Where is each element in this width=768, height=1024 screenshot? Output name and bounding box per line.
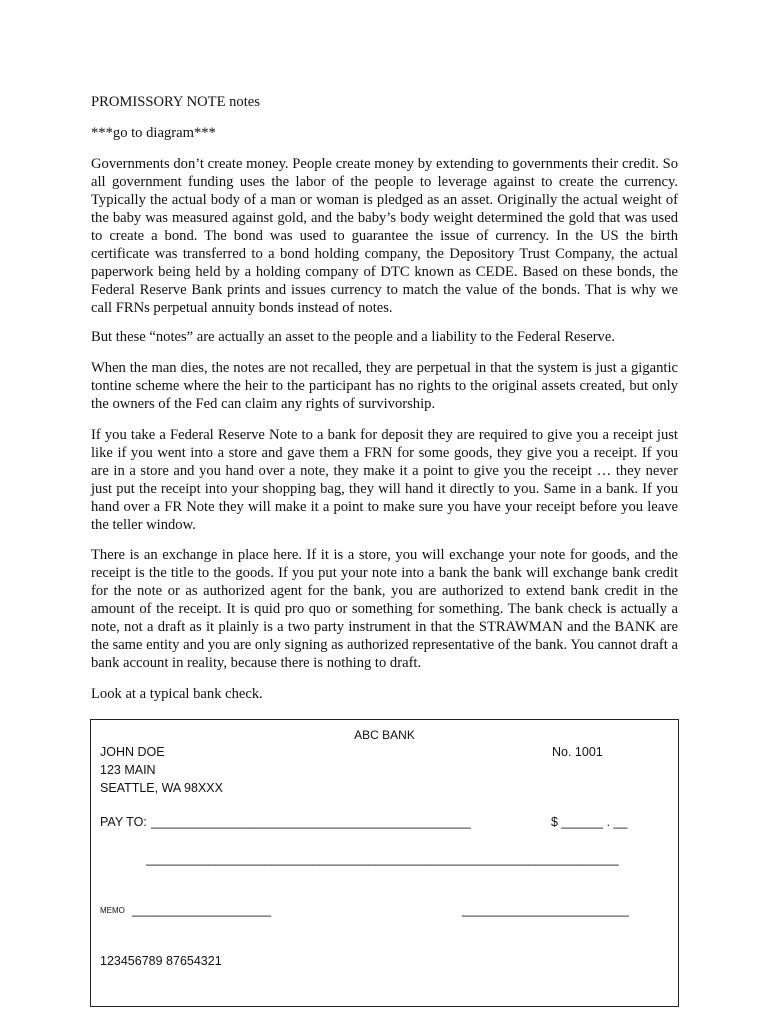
check-pay-to-label: PAY TO: [100,815,147,829]
check-pay-to-line: ______________________________________________ [151,815,471,829]
check-number: No. 1001 [552,745,603,759]
document-title: PROMISSORY NOTE notes [91,94,260,110]
paragraph-notes-asset: But these “notes” are actually an asset to the people and a liability to the Federal Reserve. [91,329,615,345]
paragraph-man-dies: When the man dies, the notes are not recalled, they are perpetual in that the system is just a gigantic tontine scheme where the heir to the participant has no rights to the original assets created, but only the owners of the Fed can claim any rights of survivorship. [91,360,678,412]
check-amount-field: $ ______ . __ [551,815,628,829]
paragraph-money-creation: Governments don’t create money. People create money by extending to governments their credit. So all government funding uses the labor of the people to leverage against to create the currency. Typically the actual body of a man or woman is pledged as an asset. Originally the actual weight of the baby was measured against gold, and the baby’s body weight determined the gold that was used to create a bond. The bond was used to guarantee the issue of currency. In the US the birth certificate was transferred to a bond holding company, the Depository Trust Company, the actual paperwork being held by a holding company of DTC known as CEDE. Based on these bonds, the Federal Reserve Bank prints and issues currency to match the value of the bonds. That is why we call FRNs perpetual annuity bonds instead of notes. [91,156,678,316]
check-amount-words-line: ____________________________________________________________________ [146,852,619,866]
paragraph-look-at-check: Look at a typical bank check. [91,686,263,702]
paragraph-exchange: There is an exchange in place here. If it is a store, you will exchange your note for goods, and the receipt is the title to the goods. If you put your note into a bank the bank will exchange bank credit for the note or as authorized agent for the bank, you are authorized to extend bank credit in the amount of the receipt. It is quid pro quo or something for something. The bank check is actually a note, not a draft as it plainly is a two party instrument in that the STRAWMAN and the BANK are the same entity and you are only signing as authorized representative of the bank. You cannot draft a bank account in reality, because there is nothing to draft. [91,547,678,671]
check-payer-city: SEATTLE, WA 98XXX [100,781,223,795]
check-signature-line: ________________________ [462,903,629,917]
check-memo-line: ____________________ [132,903,272,917]
diagram-note: ***go to diagram*** [91,125,216,141]
check-memo-label: MEMO [100,906,125,915]
paragraph-receipt: If you take a Federal Reserve Note to a bank for deposit they are required to give you a receipt just like if you went into a store and gave them a FRN for some goods, they give you a receipt. If you are in a store and you hand over a note, they make it a point to give you the receipt … they never just put the receipt into your shopping bag, they will hand it directly to you. Same in a bank. If you hand over a FR Note they will make it a point to make sure you have your receipt before you leave the teller window. [91,427,678,533]
bank-check [90,719,679,1007]
check-micr-line: 123456789 87654321 [100,954,222,968]
check-bank-name: ABC BANK [354,728,415,742]
check-payer-name: JOHN DOE [100,745,165,759]
check-payer-street: 123 MAIN [100,763,156,777]
